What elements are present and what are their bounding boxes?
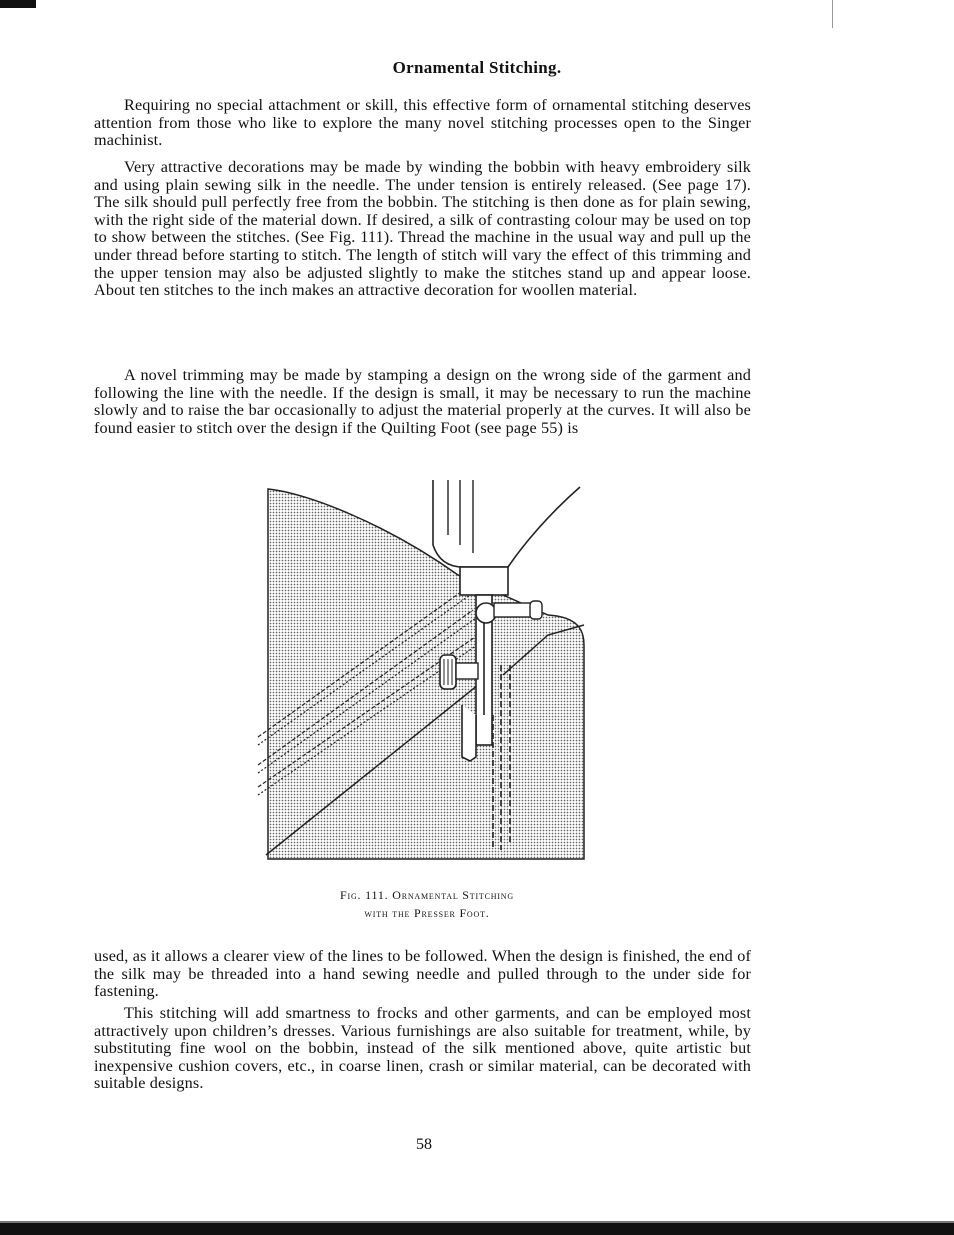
section-title: Ornamental Stitching. <box>392 58 562 77</box>
paragraph-4: used, as it allows a clearer view of the lines to be followed. When the design is finished, the end of the silk may be threaded into a hand sewing needle and pulled through to the under side for fastening. <box>94 947 751 1001</box>
caption-line-1: Fig. 111. Ornamental Stitching <box>340 888 514 902</box>
caption-line-2: with the Presser Foot. <box>364 906 490 920</box>
sewing-machine-illustration <box>248 475 598 867</box>
fabric-shape <box>268 489 584 859</box>
page-number: 58 <box>416 1136 432 1153</box>
paragraph-3: A novel trimming may be made by stamping a design on the wrong side of the garment and following the line with the needle. If the design is small, it may be necessary to run the machine slowly and to raise the bar occasionally to adjust the material properly at the curves. It will also be found easier to stitch over the design if the Quilting Foot (see page 55) is <box>94 366 751 437</box>
scan-edge-top <box>0 0 36 8</box>
machine-arm <box>433 480 580 567</box>
paragraph-5: This stitching will add smartness to frocks and other garments, and can be employed most attractively upon children’s dresses. Various furnishings are also suitable for treatment, while, by substituting fine wool on the bobbin, instead of the silk mentioned above, quite artistic but inexpensive cushion covers, etc., in coarse linen, crash or similar material, can be decorated with suitable designs. <box>94 1004 751 1093</box>
scan-edge-bottom <box>0 1223 954 1235</box>
paragraph-1: Requiring no special attachment or skill, this effective form of ornamental stitching deserves attention from those who like to explore the many novel stitching processes open to the Singer machinist. <box>94 96 751 150</box>
paragraph-2: Very attractive decorations may be made by winding the bobbin with heavy embroidery silk and using plain sewing silk in the needle. The under tension is entirely released. (See page 17). The silk should pull perfectly free from the bobbin. The stitching is then done as for plain sewing, with the right side of the material down. If desired, a silk of contrasting colour may be used on top to show between the stitches. (See Fig. 111). Thread the machine in the usual way and pull up the under thread before starting to stitch. The length of stitch will vary the effect of this trimming and the upper tension may also be adjusted slightly to make the stitches stand up and appear loose. About ten stitches to the inch makes an attractive decoration for woollen material. <box>94 158 751 300</box>
scan-mark <box>832 0 833 28</box>
figure-caption <box>0 886 854 922</box>
figure-illustration <box>248 475 598 867</box>
